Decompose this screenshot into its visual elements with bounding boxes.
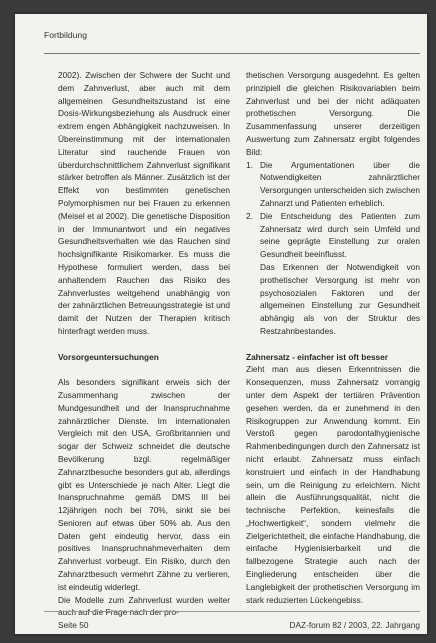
- list-item-continuation: Das Erkennen der Notwendigkeit von prothetischer Versorgung ist mehr von psychosozialen Faktoren und der allgemeinen Einstellung zur Gesundheit abhängig als von der Struktur des Restzahnbestandes.: [260, 261, 420, 336]
- section-header: Fortbildung: [44, 30, 87, 40]
- list-item: [246, 159, 420, 210]
- left-paragraph-2: Als besonders signifikant erweis sich der Zusammenhang zwischen der Mundgesundheit und der Inanspruchnahme zahnärztlicher Dienste. Im internationalen Vergleich mit den USA, Großbritannien und sogar der Schweiz schneidet die deutsche Bevölkerung bzgl. regelmäßiger Zahnarztbesuche besonders gut ab, allerdings gibt es Unterschiede je nach Alter. Liegt die Inanspruchnahme gemäß DMS III bei 12jährigen noch bei 70%, sinkt sie bei Senioren auf etwas über 50% ab. Aus den Daten geht eindeutig hervor, dass ein positives Inanspruchnahmeverhalten dem Zahnverlust vorbeugt. Ein Risiko, durch den Zahnarztbesuch vermehrt Zähne zu verlieren, ist eindeutig widerlegt.: [58, 377, 230, 592]
- right-paragraph-2: Zieht man aus diesen Erkenntnissen die Konsequenzen, muss Zahnersatz vorrangig unter dem Aspekt der tertiären Prävention gesehen werden, da er zunehmend in den Risikogruppen zur Anwendung kommt. Ein Verstoß gegen parodontalhygienische Rahmenbedingungen durch den Zahnersatz ist nicht erlaubt. Zahnersatz muss einfach konstruiert und einfach in der Handhabung sein, um die Reinigung zu erleichtern. Nicht allein die Ausführungsqualität, nicht die technische Perfektion, keinesfalls die „Hochwertigkeit“, sondern vielmehr die Zielgerichtetheit, die einfache Handhabung, die einfache Hygienisierbarkeit und die fallbezogene Strategie auch nach der Eingliederung entscheiden über die Langlebigkeit der prothetischen Versorgung im stark reduzierten Lückengebiss.: [246, 364, 420, 605]
- heading-vorsorgeuntersuchungen: Vorsorgeuntersuchungen: [58, 351, 159, 362]
- list-item-number: 2.: [246, 210, 253, 221]
- page-number: Seite 50: [58, 620, 89, 630]
- list-item-text: Die Argumentationen über die Notwendigkeiten zahnärztlicher Versorgungen unterscheiden sich zwischen Zahnarzt und Patienten erheblich.: [260, 159, 420, 208]
- heading-zahnersatz: Zahnersatz - einfacher ist oft besser: [246, 351, 389, 362]
- list-item: [246, 210, 420, 338]
- journal-info: DAZ-forum 82 / 2003, 22. Jahrgang: [289, 620, 420, 630]
- list-item-number: 1.: [246, 159, 253, 170]
- right-column: [246, 69, 420, 606]
- left-paragraph-3: Die Modelle zum Zahnverlust wurden weiter auch auf die Frage nach der pro-: [58, 594, 230, 618]
- argument-list: [246, 159, 420, 338]
- right-paragraph-1: thetischen Versorgung ausgedehnt. Es gelten prinzipiell die gleichen Risikovariablen beim Zahnverlust und bei der nicht adäquaten prothetischen Versorgung. Die Zusammenfassung unserer derzeitigen Auswertung zum Zahnersatz ergibt folgendes Bild:: [246, 70, 420, 157]
- footer-divider: [44, 611, 420, 612]
- left-column: [58, 69, 230, 619]
- list-item-text: Die Entscheidung des Patienten zum Zahnersatz wird durch sein Umfeld und seine geprägte Einstellung zur oralen Gesundheit beeinflusst.: [260, 210, 420, 260]
- header-divider: [44, 53, 420, 54]
- left-paragraph-1: 2002). Zwischen der Schwere der Sucht und dem Zahnverlust, aber auch mit dem allgemeinen Gesundheitszustand ist eine Dosis-Wirkungsbeziehung als Ausdruck einer extrem engen Abhängigkeit nachzuweisen. In Übereinstimmung mit der internationalen Literatur sind rauchende Frauen von überdurchschnittlichem Zahnverlust signifikant stärker betroffen als Männer. Zusätzlich ist der Effekt von bestimmten genetischen Polymorphismen nur bei Frauen zu erkennen (Meisel et al 2002). Die genetische Disposition in der Immunantwort und ein negatives Gesundheitsverhalten wie das Rauchen sind hochsignifikante Risikomarker. Es muss die Hypothese formuliert werden, dass bei anhaltendem Rauchen das Risiko des Zahnverlustes weitgehend unabhängig von der zahnärztlichen Betreuungsstrategie ist und damit der Nutzen der Therapien kritisch hinterfragt werden muss.: [58, 70, 230, 336]
